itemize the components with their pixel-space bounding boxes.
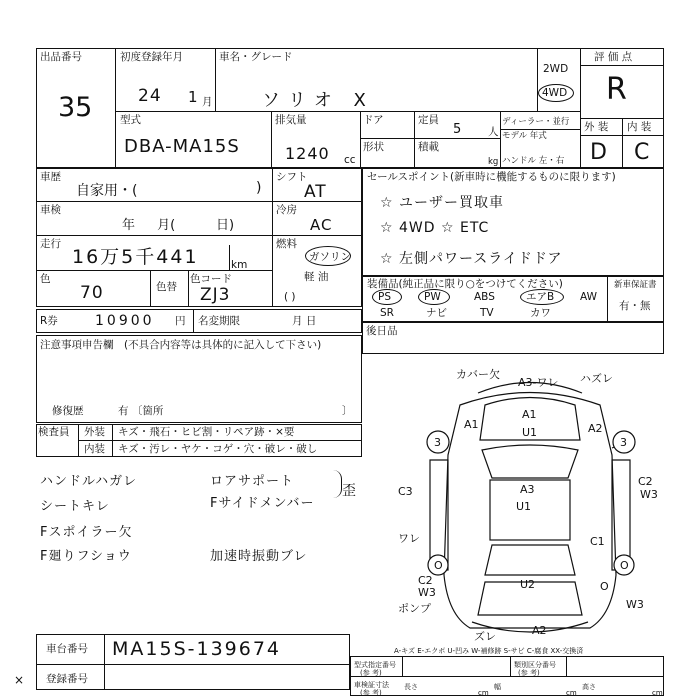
score-label: 評 価 点: [594, 51, 633, 63]
warranty-label: 新車保証書: [614, 280, 657, 290]
margin-mark: ×: [14, 673, 25, 687]
interior-label: 内 装: [627, 121, 652, 133]
fuel-label: 燃料: [276, 238, 297, 250]
notes-title: 注意事項申告欄: [40, 339, 114, 351]
length-unit: cm: [478, 689, 489, 697]
diag-label-a1-left: A1: [464, 418, 479, 431]
diag-label-c2-rear: C2: [418, 574, 433, 587]
lot-number: 35: [58, 92, 93, 123]
remark-right-1: ロアサポート: [210, 474, 295, 489]
exterior-grade: D: [590, 140, 608, 165]
displacement-value: 1240: [285, 144, 330, 163]
diag-label-3-right: 3: [620, 436, 627, 449]
diag-label-u1: U1: [522, 426, 538, 439]
diag-label-o-rear: O: [600, 580, 609, 593]
shift-label: シフト: [276, 171, 308, 183]
shift-value: AT: [304, 182, 327, 202]
diag-label-ware: ワレ: [398, 532, 420, 545]
diag-label-w3-rr: W3: [626, 598, 644, 611]
displacement-label: 排気量: [275, 114, 307, 126]
diag-label-o-right: O: [620, 559, 629, 572]
diag-label-hazure: ハズレ: [580, 372, 613, 385]
history-label: 車歴: [40, 171, 61, 183]
diag-label-a1-hood: A1: [522, 408, 537, 421]
inspector-interior: 内装: [84, 443, 105, 455]
diag-label-c1: C1: [590, 535, 605, 548]
repair-close: 〕: [342, 405, 353, 417]
equip-ps: PS: [378, 291, 391, 303]
diag-label-a3-roof: A3: [520, 483, 535, 496]
reg-label: 登録番号: [46, 673, 88, 685]
repair-label: 修復歴: [52, 405, 84, 417]
recycle-label: R券: [40, 315, 58, 327]
diag-label-cover: カバー欠: [456, 368, 500, 381]
diag-label-w3: W3: [640, 488, 658, 501]
interior-grade: C: [634, 140, 651, 165]
model-year-label: モデル 年式: [502, 131, 547, 141]
equip-sr: SR: [380, 307, 394, 319]
color-change-label: 色替: [156, 281, 177, 293]
diag-label-u1-roof: U1: [516, 500, 532, 513]
diag-label-o-left: O: [434, 559, 443, 572]
color-code-value: ZJ3: [200, 285, 231, 305]
chassis-label: 車台番号: [46, 643, 88, 655]
capacity-unit: 人: [488, 126, 499, 138]
inspection-value: 年 月(: [122, 218, 176, 233]
diag-label-3-left: 3: [434, 436, 441, 449]
history-value: 自家用・(: [76, 183, 138, 199]
expiry-label: 名変期限: [198, 315, 240, 327]
fuel-alt: 軽 油: [304, 271, 329, 283]
remark-bracket-note: 歪: [342, 483, 357, 499]
mileage-value: 16万5千441: [72, 246, 199, 268]
load-unit: kg: [488, 157, 499, 167]
score-value: R: [606, 72, 628, 107]
length-label: 長さ: [404, 683, 418, 691]
inspector-exterior-items: キズ・飛石・ヒビ割・リペア跡・×要: [118, 426, 295, 438]
color-code-label: 色コード: [190, 273, 232, 285]
remark-left-1: ハンドルハガレ: [40, 474, 138, 489]
class-label: 類別区分番号: [514, 661, 556, 669]
first-reg-unit: 月: [202, 96, 213, 108]
diag-label-a3: A3-ワレ: [518, 376, 559, 389]
model-value: DBA-MA15S: [124, 136, 240, 157]
diag-label-zure: ズレ: [474, 630, 496, 643]
door-label: ドア: [363, 114, 384, 126]
repair-value: 有 〔箇所: [118, 405, 164, 417]
remark-right-2: Fサイドメンバー: [210, 496, 315, 511]
sales-point-3: ☆ 左側パワースライドドア: [380, 251, 563, 267]
diag-label-u2: U2: [520, 578, 536, 591]
equip-leather: カワ: [530, 307, 551, 319]
diagram-legend: A-キズ E-エクボ U-凹み W-補修跡 S-サビ C-腐食 XX-交換済: [394, 647, 584, 655]
warranty-value: 有・無: [619, 300, 651, 312]
first-reg-label: 初度登録年月: [120, 51, 183, 63]
capacity-label: 定員: [418, 114, 439, 126]
diag-label-a2-rear: A2: [532, 624, 547, 637]
class-sub: (参 考): [518, 669, 540, 677]
history-close: ): [256, 180, 262, 196]
mileage-unit: km: [231, 259, 248, 271]
dealer-label: ディーラー・並行: [502, 117, 570, 127]
rear-items-label: 後日品: [366, 325, 398, 337]
expiry-value: 月 日: [292, 315, 317, 327]
cert-sub: (参 考): [360, 689, 382, 697]
first-reg-month: 1: [188, 88, 199, 106]
inspection-close: 日): [216, 218, 235, 233]
height-label: 高さ: [582, 683, 596, 691]
ac-label: 冷房: [276, 204, 297, 216]
fuel-paren: ( ): [284, 291, 296, 303]
shape-label: 形状: [363, 141, 384, 153]
diag-label-c3: C3: [398, 485, 413, 498]
equip-pw: PW: [424, 291, 441, 303]
type-label: 型式指定番号: [354, 661, 396, 669]
equip-navi: ナビ: [426, 307, 447, 319]
inspector-exterior: 外装: [84, 426, 105, 438]
exterior-label: 外 装: [584, 121, 609, 133]
equip-abs: ABS: [474, 291, 495, 303]
equip-airbag: エアB: [526, 291, 555, 303]
first-reg-year: 24: [138, 86, 162, 106]
width-label: 幅: [494, 683, 501, 691]
load-label: 積載: [418, 141, 439, 153]
diag-label-c2: C2: [638, 475, 653, 488]
handle-label: ハンドル 左・右: [502, 156, 565, 166]
diag-label-w3-rear: W3: [418, 586, 436, 599]
diag-label-a2: A2: [588, 422, 603, 435]
car-name-label: 車名・グレード: [219, 51, 293, 63]
chassis-number: MA15S-139674: [112, 638, 282, 660]
car-name: ソリオ X: [262, 90, 374, 111]
color-value: 70: [80, 283, 104, 303]
inspector-interior-items: キズ・汚レ・ヤケ・コゲ・穴・破レ・破し: [118, 443, 318, 455]
sales-point-1: ☆ ユーザー買取車: [380, 195, 505, 211]
equip-tv: TV: [480, 307, 494, 319]
width-unit: cm: [566, 689, 577, 697]
car-damage-diagram: [390, 360, 670, 650]
recycle-amount: 10900: [95, 313, 155, 329]
mileage-label: 走行: [40, 238, 61, 250]
fuel-value: ガソリン: [309, 251, 351, 263]
drive-4wd: 4WD: [542, 87, 568, 99]
sales-points-title: セールスポイント(新車時に機能するものに限ります): [367, 171, 616, 183]
equip-aw: AW: [580, 291, 597, 303]
cert-label: 車検証寸法: [354, 681, 389, 689]
notes-subtitle: (不具合内容等は具体的に記入して下さい): [124, 339, 322, 351]
color-label: 色: [40, 273, 51, 285]
recycle-unit: 円: [175, 315, 186, 327]
diag-label-pump: ポンプ: [398, 602, 431, 615]
rear-items-frame: [362, 322, 664, 354]
capacity-value: 5: [453, 122, 463, 137]
sales-point-2: ☆ 4WD ☆ ETC: [380, 220, 490, 236]
ac-value: AC: [310, 216, 333, 234]
equipment-title: 装備品(純正品に限り○をつけてください): [367, 278, 563, 290]
drive-2wd: 2WD: [543, 63, 569, 75]
inspector-label: 検査員: [38, 426, 70, 438]
height-unit: cm: [652, 689, 663, 697]
inspection-label: 車検: [40, 204, 61, 216]
model-label: 型式: [120, 114, 141, 126]
remark-right-4: 加速時振動ブレ: [210, 549, 308, 564]
type-sub: (参 考): [360, 669, 382, 677]
remark-left-3: Fスポイラー欠: [40, 525, 133, 540]
remark-left-2: シートキレ: [40, 499, 110, 514]
lot-label: 出品番号: [40, 51, 82, 63]
displacement-unit: cc: [344, 154, 356, 166]
remark-left-4: F廻りフショウ: [40, 549, 132, 564]
